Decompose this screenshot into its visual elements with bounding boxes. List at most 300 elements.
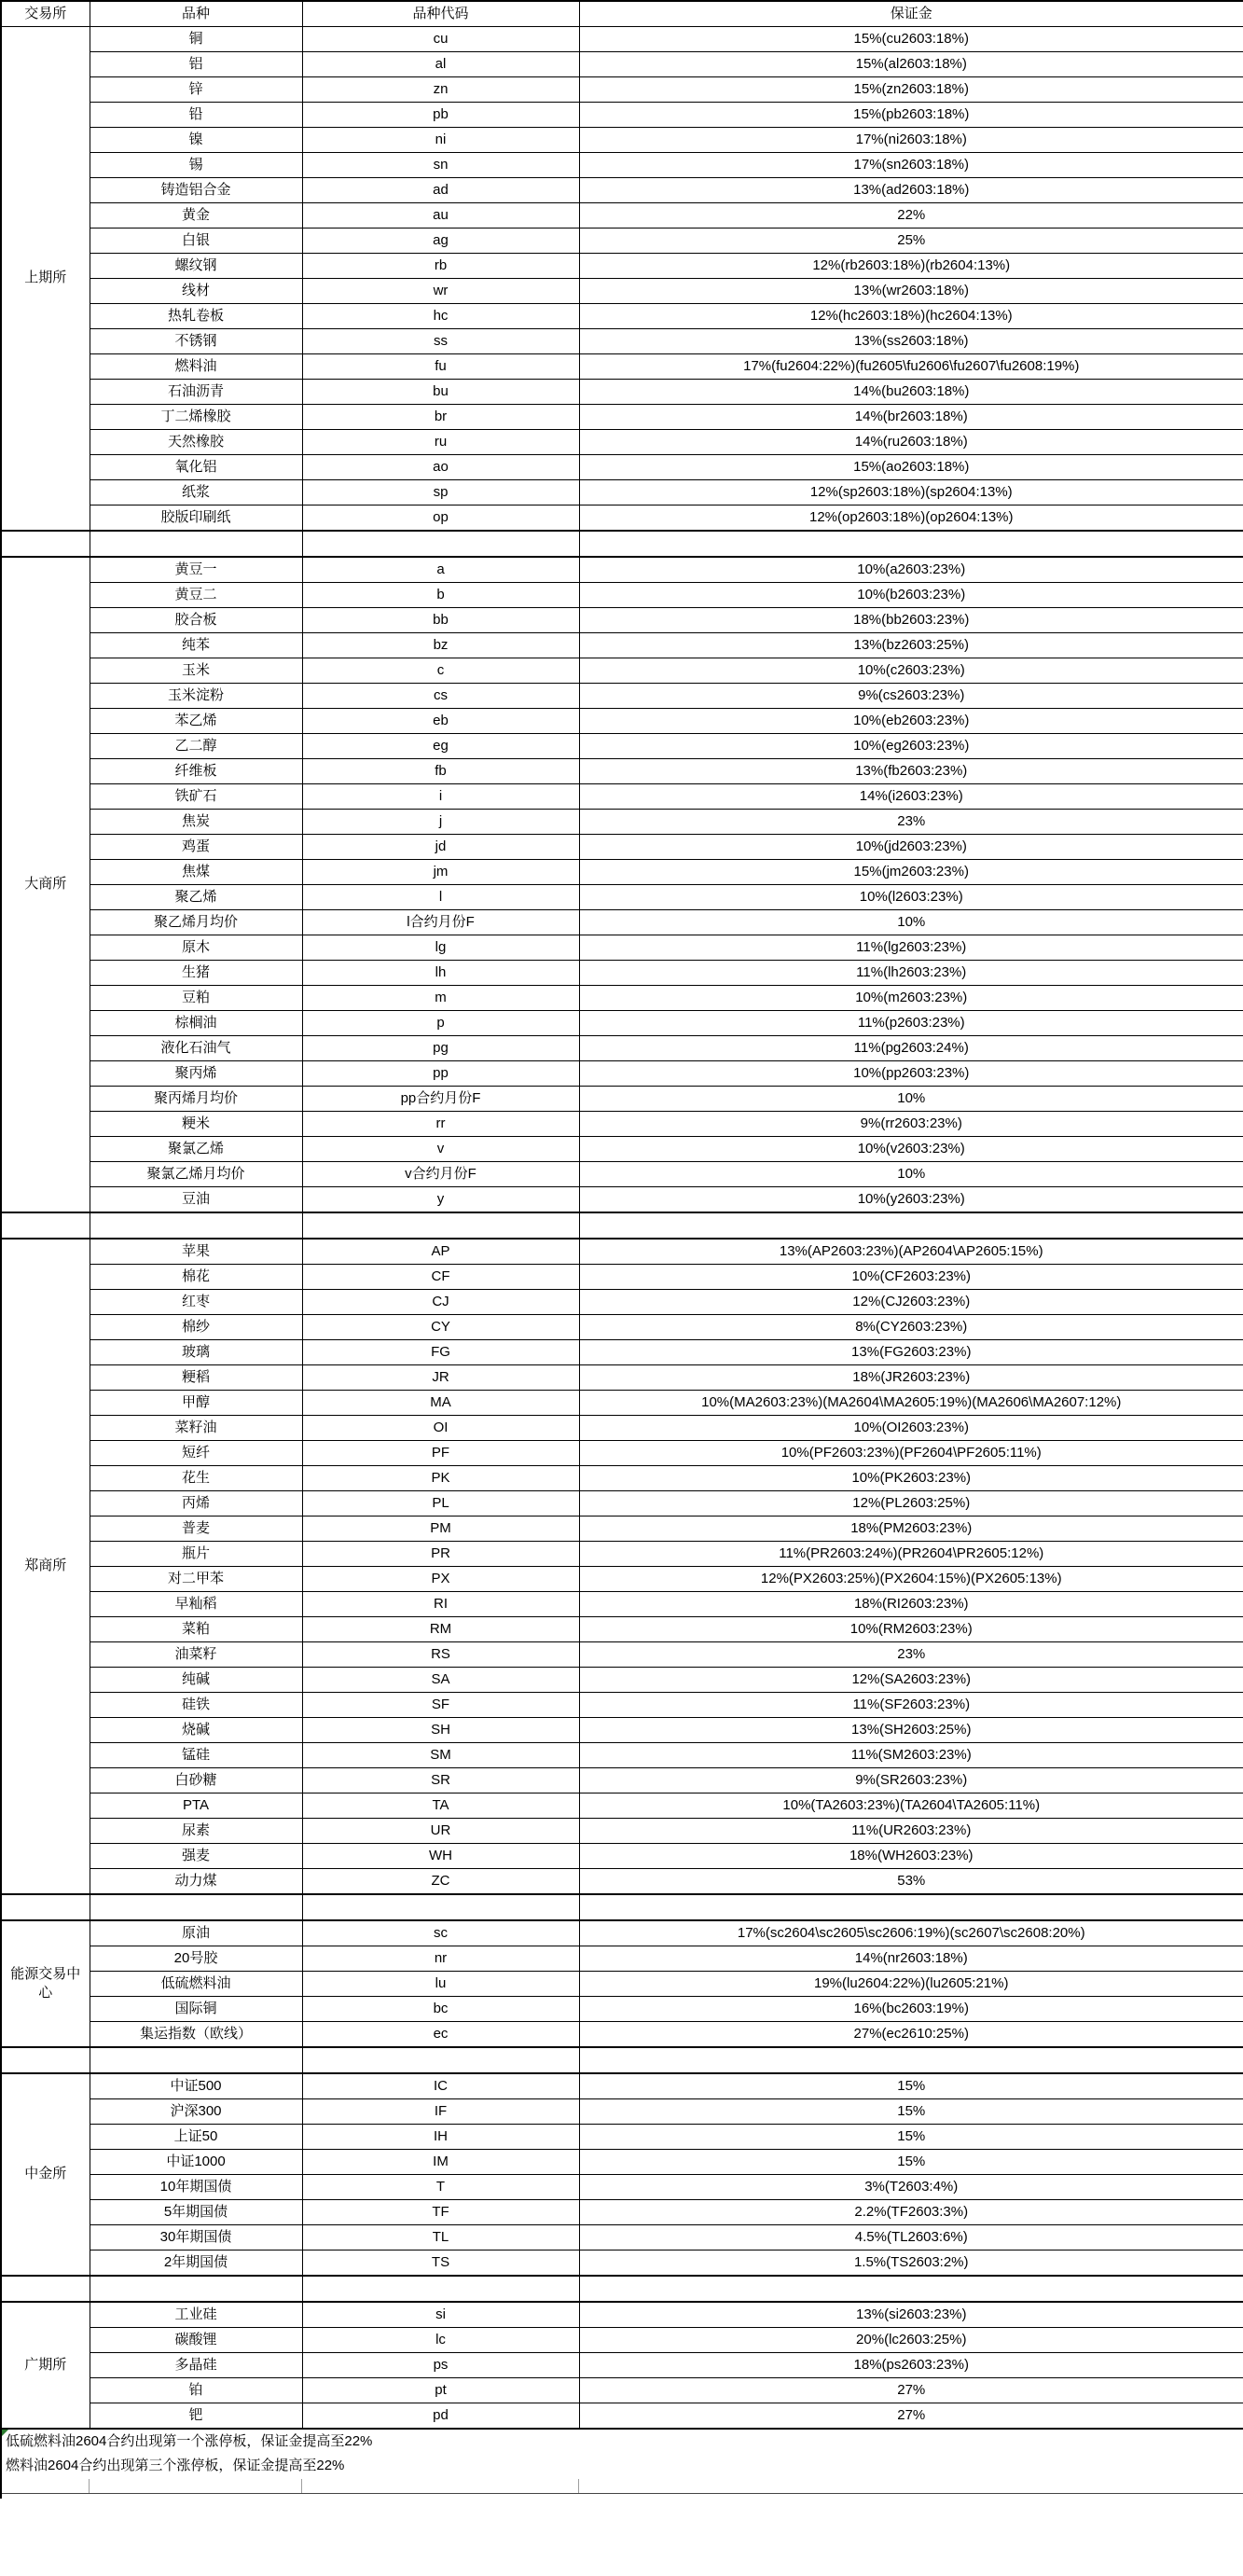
variety-cell: 白砂糖 [90, 1768, 302, 1794]
variety-cell: 黄豆一 [90, 557, 302, 583]
variety-cell: 丁二烯橡胶 [90, 405, 302, 430]
table-row [1, 178, 1243, 203]
margin-cell: 15% [579, 2099, 1243, 2125]
table-row [1, 430, 1243, 455]
code-cell: op [302, 506, 579, 532]
code-cell: pp合约月份F [302, 1087, 579, 1112]
variety-cell: 低硫燃料油 [90, 1972, 302, 1997]
margin-cell: 9%(rr2603:23%) [579, 1112, 1243, 1137]
table-row [1, 103, 1243, 128]
margin-cell: 12%(op2603:18%)(op2604:13%) [579, 506, 1243, 532]
margin-cell: 10%(OI2603:23%) [579, 1416, 1243, 1441]
table-row [1, 1391, 1243, 1416]
code-cell: ZC [302, 1869, 579, 1895]
code-cell: IM [302, 2150, 579, 2175]
variety-cell: 聚氯乙烯月均价 [90, 1162, 302, 1187]
margin-cell: 10%(b2603:23%) [579, 583, 1243, 608]
margin-cell: 10% [579, 910, 1243, 935]
variety-cell: 豆粕 [90, 986, 302, 1011]
table-row [1, 1972, 1243, 1997]
margin-cell: 10%(eb2603:23%) [579, 709, 1243, 734]
variety-cell: 聚乙烯月均价 [90, 910, 302, 935]
footer-notes [0, 2430, 1243, 2499]
empty-cell [90, 1894, 302, 1920]
empty-cell [302, 1894, 579, 1920]
table-row [1, 2378, 1243, 2403]
margin-cell: 15%(zn2603:18%) [579, 77, 1243, 103]
code-cell: PK [302, 1466, 579, 1491]
variety-cell: 原油 [90, 1920, 302, 1946]
empty-cell [302, 2276, 579, 2302]
margin-cell: 10%(a2603:23%) [579, 557, 1243, 583]
code-cell: nr [302, 1946, 579, 1972]
margin-cell: 12%(SA2603:23%) [579, 1668, 1243, 1693]
table-row [1, 354, 1243, 380]
margin-cell: 17%(fu2604:22%)(fu2605\fu2606\fu2607\fu2608:19%) [579, 354, 1243, 380]
margin-cell: 9%(cs2603:23%) [579, 684, 1243, 709]
faint-gridline [301, 2479, 302, 2494]
code-cell: y [302, 1187, 579, 1213]
variety-cell: 燃料油 [90, 354, 302, 380]
table-row [1, 759, 1243, 784]
code-cell: CJ [302, 1290, 579, 1315]
code-cell: AP [302, 1239, 579, 1265]
code-cell: l合约月份F [302, 910, 579, 935]
margin-cell: 17%(sn2603:18%) [579, 153, 1243, 178]
code-cell: pg [302, 1036, 579, 1061]
table-row [1, 480, 1243, 506]
table-row [1, 835, 1243, 860]
variety-cell: 瓶片 [90, 1542, 302, 1567]
margin-cell: 18%(ps2603:23%) [579, 2353, 1243, 2378]
variety-cell: 中证1000 [90, 2150, 302, 2175]
code-cell: cs [302, 684, 579, 709]
margin-cell: 53% [579, 1869, 1243, 1895]
variety-cell: 液化石油气 [90, 1036, 302, 1061]
margin-cell: 15%(al2603:18%) [579, 52, 1243, 77]
variety-cell: 胶版印刷纸 [90, 506, 302, 532]
table-row [1, 1642, 1243, 1668]
exchange-cell: 上期所 [1, 27, 90, 532]
separator-row [1, 2276, 1243, 2302]
variety-cell: 镍 [90, 128, 302, 153]
exchange-cell: 广期所 [1, 2302, 90, 2429]
table-row [1, 1794, 1243, 1819]
variety-cell: 乙二醇 [90, 734, 302, 759]
variety-cell: 胶合板 [90, 608, 302, 633]
variety-cell: 锰硅 [90, 1743, 302, 1768]
separator-row [1, 531, 1243, 557]
variety-cell: 10年期国债 [90, 2175, 302, 2200]
table-row [1, 1491, 1243, 1517]
header-code: 品种代码 [302, 1, 579, 27]
code-cell: br [302, 405, 579, 430]
table-row [1, 1340, 1243, 1365]
exchange-cell: 中金所 [1, 2073, 90, 2276]
table-row [1, 1768, 1243, 1794]
margin-cell: 16%(bc2603:19%) [579, 1997, 1243, 2022]
table-row [1, 986, 1243, 1011]
table-row [1, 1239, 1243, 1265]
footer-note-2: 燃料油2604合约出现第三个涨停板，保证金提高至22% [6, 2458, 345, 2473]
table-row [1, 910, 1243, 935]
margin-cell: 15%(pb2603:18%) [579, 103, 1243, 128]
table-row [1, 1819, 1243, 1844]
table-row [1, 2302, 1243, 2328]
empty-cell [1, 2276, 90, 2302]
variety-cell: 2年期国债 [90, 2251, 302, 2277]
code-cell: l [302, 885, 579, 910]
margin-cell: 10%(eg2603:23%) [579, 734, 1243, 759]
margin-cell: 10%(TA2603:23%)(TA2604\TA2605:11%) [579, 1794, 1243, 1819]
empty-cell [90, 2047, 302, 2073]
table-row [1, 1617, 1243, 1642]
code-cell: si [302, 2302, 579, 2328]
table-row [1, 557, 1243, 583]
code-cell: ao [302, 455, 579, 480]
variety-cell: 多晶硅 [90, 2353, 302, 2378]
code-cell: sn [302, 153, 579, 178]
variety-cell: 烧碱 [90, 1718, 302, 1743]
code-cell: SH [302, 1718, 579, 1743]
faint-gridline [89, 2479, 90, 2494]
variety-cell: 焦炭 [90, 810, 302, 835]
margin-cell: 17%(sc2604\sc2605\sc2606:19%)(sc2607\sc2608:20%) [579, 1920, 1243, 1946]
margin-cell: 13%(ad2603:18%) [579, 178, 1243, 203]
margin-cell: 10%(y2603:23%) [579, 1187, 1243, 1213]
code-cell: rr [302, 1112, 579, 1137]
code-cell: zn [302, 77, 579, 103]
code-cell: FG [302, 1340, 579, 1365]
margin-cell: 13%(bz2603:25%) [579, 633, 1243, 658]
code-cell: fu [302, 354, 579, 380]
variety-cell: 丙烯 [90, 1491, 302, 1517]
header-variety: 品种 [90, 1, 302, 27]
table-row [1, 1997, 1243, 2022]
variety-cell: 工业硅 [90, 2302, 302, 2328]
margin-cell: 14%(bu2603:18%) [579, 380, 1243, 405]
code-cell: ag [302, 229, 579, 254]
margin-cell: 13%(fb2603:23%) [579, 759, 1243, 784]
variety-cell: 沪深300 [90, 2099, 302, 2125]
code-cell: rb [302, 254, 579, 279]
table-row [1, 1517, 1243, 1542]
variety-cell: 短纤 [90, 1441, 302, 1466]
margin-cell: 11%(lh2603:23%) [579, 961, 1243, 986]
empty-cell [579, 531, 1243, 557]
margin-cell: 14%(ru2603:18%) [579, 430, 1243, 455]
variety-cell: 纸浆 [90, 480, 302, 506]
margin-cell: 8%(CY2603:23%) [579, 1315, 1243, 1340]
margin-cell: 11%(lg2603:23%) [579, 935, 1243, 961]
table-row [1, 1718, 1243, 1743]
exchange-cell: 大商所 [1, 557, 90, 1212]
variety-cell: 黄金 [90, 203, 302, 229]
separator-row [1, 2047, 1243, 2073]
code-cell: IC [302, 2073, 579, 2099]
table-row [1, 455, 1243, 480]
margin-cell: 14%(nr2603:18%) [579, 1946, 1243, 1972]
table-row [1, 1743, 1243, 1768]
code-cell: al [302, 52, 579, 77]
variety-cell: 纯碱 [90, 1668, 302, 1693]
table-row [1, 1668, 1243, 1693]
variety-cell: 中证500 [90, 2073, 302, 2099]
margin-cell: 15%(cu2603:18%) [579, 27, 1243, 52]
margin-cell: 18%(WH2603:23%) [579, 1844, 1243, 1869]
variety-cell: 菜籽油 [90, 1416, 302, 1441]
margin-cell: 15% [579, 2150, 1243, 2175]
variety-cell: 粳米 [90, 1112, 302, 1137]
table-row [1, 1592, 1243, 1617]
variety-cell: 钯 [90, 2403, 302, 2430]
empty-cell [579, 2047, 1243, 2073]
margin-cell: 13%(wr2603:18%) [579, 279, 1243, 304]
variety-cell: 集运指数（欧线） [90, 2022, 302, 2048]
variety-cell: 碳酸锂 [90, 2328, 302, 2353]
table-row [1, 2150, 1243, 2175]
code-cell: b [302, 583, 579, 608]
code-cell: ru [302, 430, 579, 455]
code-cell: ps [302, 2353, 579, 2378]
table-row [1, 2175, 1243, 2200]
code-cell: lh [302, 961, 579, 986]
margin-cell: 10% [579, 1087, 1243, 1112]
margin-cell: 18%(PM2603:23%) [579, 1517, 1243, 1542]
margin-cell: 9%(SR2603:23%) [579, 1768, 1243, 1794]
separator-row [1, 1894, 1243, 1920]
code-cell: v [302, 1137, 579, 1162]
variety-cell: 油菜籽 [90, 1642, 302, 1668]
table-row [1, 1869, 1243, 1895]
table-row [1, 2353, 1243, 2378]
code-cell: sp [302, 480, 579, 506]
code-cell: bu [302, 380, 579, 405]
table-row [1, 810, 1243, 835]
table-row [1, 2403, 1243, 2430]
table-row [1, 1137, 1243, 1162]
variety-cell: 5年期国债 [90, 2200, 302, 2225]
table-row [1, 608, 1243, 633]
table-row [1, 254, 1243, 279]
code-cell: PL [302, 1491, 579, 1517]
table-row [1, 1365, 1243, 1391]
variety-cell: 玻璃 [90, 1340, 302, 1365]
table-row [1, 380, 1243, 405]
margin-cell: 4.5%(TL2603:6%) [579, 2225, 1243, 2251]
variety-cell: 聚氯乙烯 [90, 1137, 302, 1162]
margin-cell: 19%(lu2604:22%)(lu2605:21%) [579, 1972, 1243, 1997]
margin-cell: 10%(jd2603:23%) [579, 835, 1243, 860]
table-row [1, 658, 1243, 684]
code-cell: WH [302, 1844, 579, 1869]
table-row [1, 1087, 1243, 1112]
footer-note-1: 低硫燃料油2604合约出现第一个涨停板，保证金提高至22% [6, 2433, 373, 2449]
table-row [1, 279, 1243, 304]
header-exchange: 交易所 [1, 1, 90, 27]
margin-cell: 15% [579, 2073, 1243, 2099]
margin-cell: 15%(jm2603:23%) [579, 860, 1243, 885]
code-cell: lg [302, 935, 579, 961]
variety-cell: 鸡蛋 [90, 835, 302, 860]
variety-cell: 棕榈油 [90, 1011, 302, 1036]
code-cell: j [302, 810, 579, 835]
table-row [1, 1036, 1243, 1061]
margin-cell: 10%(PK2603:23%) [579, 1466, 1243, 1491]
variety-cell: 锡 [90, 153, 302, 178]
empty-cell [90, 2276, 302, 2302]
code-cell: OI [302, 1416, 579, 1441]
code-cell: TF [302, 2200, 579, 2225]
exchange-cell: 郑商所 [1, 1239, 90, 1894]
code-cell: PM [302, 1517, 579, 1542]
margin-cell: 14%(br2603:18%) [579, 405, 1243, 430]
margin-cell: 10%(pp2603:23%) [579, 1061, 1243, 1087]
variety-cell: 上证50 [90, 2125, 302, 2150]
table-row [1, 405, 1243, 430]
table-row [1, 1441, 1243, 1466]
separator-row [1, 1212, 1243, 1239]
code-cell: a [302, 557, 579, 583]
margin-cell: 13%(SH2603:25%) [579, 1718, 1243, 1743]
code-cell: ni [302, 128, 579, 153]
table-row [1, 1011, 1243, 1036]
table-row [1, 1844, 1243, 1869]
empty-cell [579, 1894, 1243, 1920]
margin-cell: 11%(pg2603:24%) [579, 1036, 1243, 1061]
table-row [1, 153, 1243, 178]
variety-cell: 对二甲苯 [90, 1567, 302, 1592]
variety-cell: 焦煤 [90, 860, 302, 885]
margin-cell: 18%(bb2603:23%) [579, 608, 1243, 633]
variety-cell: 早籼稻 [90, 1592, 302, 1617]
table-row [1, 304, 1243, 329]
margin-cell: 27% [579, 2403, 1243, 2430]
table-row [1, 2073, 1243, 2099]
exchange-cell: 能源交易中心 [1, 1920, 90, 2047]
table-row [1, 860, 1243, 885]
code-cell: IH [302, 2125, 579, 2150]
margin-cell: 15% [579, 2125, 1243, 2150]
table-header-row [1, 1, 1243, 27]
code-cell: CF [302, 1265, 579, 1290]
margin-cell: 10%(m2603:23%) [579, 986, 1243, 1011]
margin-cell: 23% [579, 810, 1243, 835]
code-cell: sc [302, 1920, 579, 1946]
code-cell: ss [302, 329, 579, 354]
code-cell: eb [302, 709, 579, 734]
variety-cell: 生猪 [90, 961, 302, 986]
code-cell: eg [302, 734, 579, 759]
margin-cell: 2.2%(TF2603:3%) [579, 2200, 1243, 2225]
code-cell: bb [302, 608, 579, 633]
variety-cell: 棉纱 [90, 1315, 302, 1340]
variety-cell: 红枣 [90, 1290, 302, 1315]
table-row [1, 1162, 1243, 1187]
margin-cell: 13%(si2603:23%) [579, 2302, 1243, 2328]
margin-cell: 3%(T2603:4%) [579, 2175, 1243, 2200]
margin-cell: 11%(p2603:23%) [579, 1011, 1243, 1036]
table-row [1, 734, 1243, 759]
code-cell: ec [302, 2022, 579, 2048]
variety-cell: 铂 [90, 2378, 302, 2403]
code-cell: m [302, 986, 579, 1011]
margin-cell: 14%(i2603:23%) [579, 784, 1243, 810]
variety-cell: 20号胶 [90, 1946, 302, 1972]
code-cell: TA [302, 1794, 579, 1819]
margin-cell: 10%(MA2603:23%)(MA2604\MA2605:19%)(MA2606\MA2607:12%) [579, 1391, 1243, 1416]
variety-cell: 聚丙烯月均价 [90, 1087, 302, 1112]
code-cell: IF [302, 2099, 579, 2125]
margin-cell: 12%(PX2603:25%)(PX2604:15%)(PX2605:13%) [579, 1567, 1243, 1592]
variety-cell: 甲醇 [90, 1391, 302, 1416]
variety-cell: 铸造铝合金 [90, 178, 302, 203]
variety-cell: 锌 [90, 77, 302, 103]
code-cell: CY [302, 1315, 579, 1340]
margin-cell: 10%(v2603:23%) [579, 1137, 1243, 1162]
margin-cell: 11%(SF2603:23%) [579, 1693, 1243, 1718]
code-cell: SR [302, 1768, 579, 1794]
variety-cell: 线材 [90, 279, 302, 304]
code-cell: RI [302, 1592, 579, 1617]
code-cell: ad [302, 178, 579, 203]
empty-cell [1, 531, 90, 557]
code-cell: SA [302, 1668, 579, 1693]
code-cell: bz [302, 633, 579, 658]
code-cell: PF [302, 1441, 579, 1466]
margin-cell: 11%(UR2603:23%) [579, 1819, 1243, 1844]
variety-cell: 不锈钢 [90, 329, 302, 354]
variety-cell: 棉花 [90, 1265, 302, 1290]
empty-cell [90, 531, 302, 557]
variety-cell: 热轧卷板 [90, 304, 302, 329]
empty-cell [302, 531, 579, 557]
variety-cell: 30年期国债 [90, 2225, 302, 2251]
margin-cell: 10%(c2603:23%) [579, 658, 1243, 684]
code-cell: RM [302, 1617, 579, 1642]
code-cell: v合约月份F [302, 1162, 579, 1187]
table-row [1, 1112, 1243, 1137]
margin-cell: 12%(sp2603:18%)(sp2604:13%) [579, 480, 1243, 506]
table-row [1, 2125, 1243, 2150]
variety-cell: 纤维板 [90, 759, 302, 784]
table-row [1, 583, 1243, 608]
variety-cell: 铁矿石 [90, 784, 302, 810]
margin-cell: 13%(FG2603:23%) [579, 1340, 1243, 1365]
variety-cell: 石油沥青 [90, 380, 302, 405]
code-cell: fb [302, 759, 579, 784]
table-row [1, 935, 1243, 961]
margin-cell: 10%(CF2603:23%) [579, 1265, 1243, 1290]
variety-cell: PTA [90, 1794, 302, 1819]
code-cell: T [302, 2175, 579, 2200]
code-cell: UR [302, 1819, 579, 1844]
table-row [1, 1187, 1243, 1213]
variety-cell: 聚乙烯 [90, 885, 302, 910]
margin-cell: 12%(PL2603:25%) [579, 1491, 1243, 1517]
variety-cell: 强麦 [90, 1844, 302, 1869]
code-cell: cu [302, 27, 579, 52]
code-cell: JR [302, 1365, 579, 1391]
empty-cell [302, 2047, 579, 2073]
variety-cell: 动力煤 [90, 1869, 302, 1895]
table-row [1, 1946, 1243, 1972]
table-row [1, 1567, 1243, 1592]
code-cell: pp [302, 1061, 579, 1087]
table-row [1, 329, 1243, 354]
code-cell: PX [302, 1567, 579, 1592]
variety-cell: 国际铜 [90, 1997, 302, 2022]
